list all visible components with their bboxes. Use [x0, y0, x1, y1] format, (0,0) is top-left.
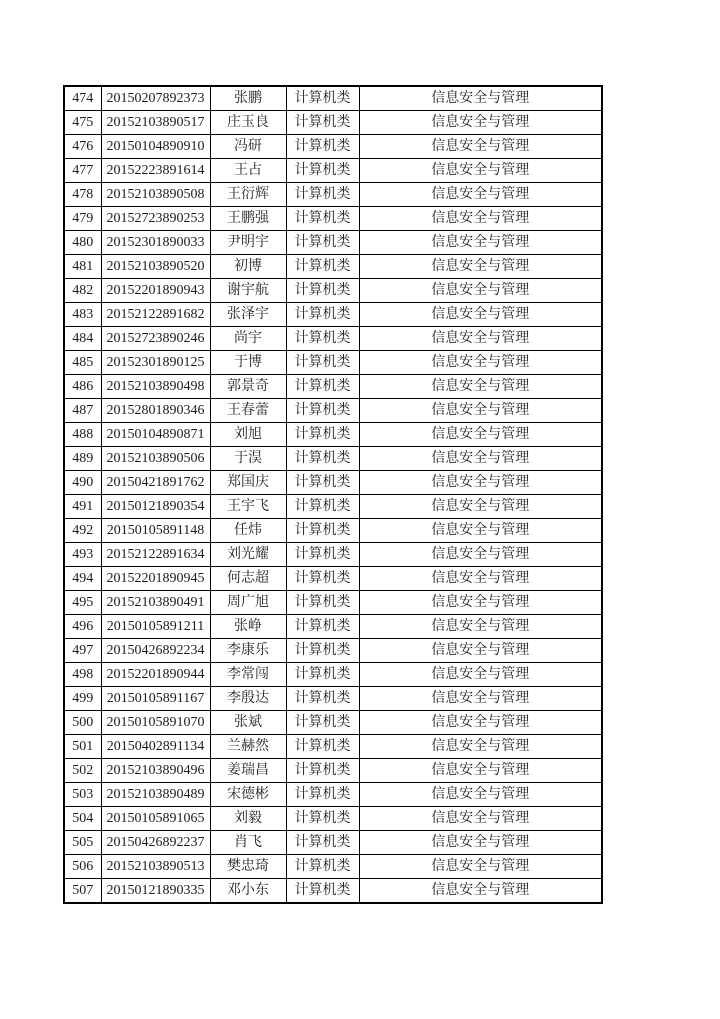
major-cell: 信息安全与管理	[359, 327, 602, 351]
major-cell: 信息安全与管理	[359, 255, 602, 279]
category-cell: 计算机类	[286, 711, 359, 735]
table-row	[64, 783, 602, 807]
category-cell: 计算机类	[286, 471, 359, 495]
major-cell: 信息安全与管理	[359, 207, 602, 231]
name-cell: 张鹏	[210, 86, 286, 111]
major-cell: 信息安全与管理	[359, 471, 602, 495]
exam-id-cell: 20150402891134	[101, 735, 210, 759]
serial-cell: 478	[64, 183, 101, 207]
exam-id-cell: 20150121890354	[101, 495, 210, 519]
major-cell: 信息安全与管理	[359, 351, 602, 375]
exam-id-cell: 20152122891634	[101, 543, 210, 567]
table-row	[64, 759, 602, 783]
category-cell: 计算机类	[286, 639, 359, 663]
serial-cell: 496	[64, 615, 101, 639]
category-cell: 计算机类	[286, 879, 359, 904]
table-row	[64, 303, 602, 327]
exam-id-cell: 20150426892234	[101, 639, 210, 663]
table-row	[64, 135, 602, 159]
serial-cell: 495	[64, 591, 101, 615]
exam-id-cell: 20150121890335	[101, 879, 210, 904]
table-row	[64, 231, 602, 255]
category-cell: 计算机类	[286, 519, 359, 543]
serial-cell: 497	[64, 639, 101, 663]
category-cell: 计算机类	[286, 351, 359, 375]
name-cell: 尚宇	[210, 327, 286, 351]
student-roster-table-wrap	[63, 85, 603, 904]
serial-cell: 479	[64, 207, 101, 231]
serial-cell: 482	[64, 279, 101, 303]
major-cell: 信息安全与管理	[359, 615, 602, 639]
name-cell: 张斌	[210, 711, 286, 735]
serial-cell: 489	[64, 447, 101, 471]
category-cell: 计算机类	[286, 495, 359, 519]
table-row	[64, 183, 602, 207]
table-row	[64, 543, 602, 567]
major-cell: 信息安全与管理	[359, 735, 602, 759]
major-cell: 信息安全与管理	[359, 231, 602, 255]
serial-cell: 475	[64, 111, 101, 135]
name-cell: 李康乐	[210, 639, 286, 663]
category-cell: 计算机类	[286, 375, 359, 399]
exam-id-cell: 20152723890253	[101, 207, 210, 231]
table-row	[64, 879, 602, 904]
exam-id-cell: 20152103890498	[101, 375, 210, 399]
serial-cell: 481	[64, 255, 101, 279]
name-cell: 于淏	[210, 447, 286, 471]
exam-id-cell: 20152201890943	[101, 279, 210, 303]
table-row	[64, 495, 602, 519]
table-row	[64, 711, 602, 735]
name-cell: 张泽宇	[210, 303, 286, 327]
category-cell: 计算机类	[286, 567, 359, 591]
major-cell: 信息安全与管理	[359, 495, 602, 519]
name-cell: 谢宇航	[210, 279, 286, 303]
table-row	[64, 519, 602, 543]
serial-cell: 491	[64, 495, 101, 519]
serial-cell: 487	[64, 399, 101, 423]
serial-cell: 498	[64, 663, 101, 687]
major-cell: 信息安全与管理	[359, 711, 602, 735]
name-cell: 刘毅	[210, 807, 286, 831]
exam-id-cell: 20150105891211	[101, 615, 210, 639]
serial-cell: 499	[64, 687, 101, 711]
exam-id-cell: 20150105891167	[101, 687, 210, 711]
major-cell: 信息安全与管理	[359, 279, 602, 303]
category-cell: 计算机类	[286, 543, 359, 567]
exam-id-cell: 20152723890246	[101, 327, 210, 351]
major-cell: 信息安全与管理	[359, 135, 602, 159]
major-cell: 信息安全与管理	[359, 423, 602, 447]
name-cell: 尹明宇	[210, 231, 286, 255]
serial-cell: 494	[64, 567, 101, 591]
name-cell: 樊忠琦	[210, 855, 286, 879]
category-cell: 计算机类	[286, 231, 359, 255]
serial-cell: 504	[64, 807, 101, 831]
exam-id-cell: 20152103890517	[101, 111, 210, 135]
exam-id-cell: 20152223891614	[101, 159, 210, 183]
table-row	[64, 615, 602, 639]
major-cell: 信息安全与管理	[359, 86, 602, 111]
exam-id-cell: 20152801890346	[101, 399, 210, 423]
category-cell: 计算机类	[286, 279, 359, 303]
name-cell: 张峥	[210, 615, 286, 639]
name-cell: 王占	[210, 159, 286, 183]
serial-cell: 484	[64, 327, 101, 351]
exam-id-cell: 20152103890491	[101, 591, 210, 615]
category-cell: 计算机类	[286, 399, 359, 423]
name-cell: 宋德彬	[210, 783, 286, 807]
exam-id-cell: 20152103890520	[101, 255, 210, 279]
major-cell: 信息安全与管理	[359, 783, 602, 807]
name-cell: 冯研	[210, 135, 286, 159]
major-cell: 信息安全与管理	[359, 375, 602, 399]
serial-cell: 485	[64, 351, 101, 375]
table-row	[64, 351, 602, 375]
table-row	[64, 591, 602, 615]
category-cell: 计算机类	[286, 759, 359, 783]
category-cell: 计算机类	[286, 687, 359, 711]
category-cell: 计算机类	[286, 423, 359, 447]
exam-id-cell: 20152103890513	[101, 855, 210, 879]
category-cell: 计算机类	[286, 111, 359, 135]
major-cell: 信息安全与管理	[359, 567, 602, 591]
name-cell: 兰赫然	[210, 735, 286, 759]
table-row	[64, 831, 602, 855]
major-cell: 信息安全与管理	[359, 759, 602, 783]
name-cell: 王衍辉	[210, 183, 286, 207]
table-row	[64, 471, 602, 495]
category-cell: 计算机类	[286, 135, 359, 159]
serial-cell: 507	[64, 879, 101, 904]
category-cell: 计算机类	[286, 663, 359, 687]
exam-id-cell: 20152201890944	[101, 663, 210, 687]
serial-cell: 474	[64, 86, 101, 111]
table-row	[64, 255, 602, 279]
name-cell: 郑国庆	[210, 471, 286, 495]
name-cell: 于博	[210, 351, 286, 375]
exam-id-cell: 20152301890033	[101, 231, 210, 255]
exam-id-cell: 20152103890506	[101, 447, 210, 471]
table-row	[64, 855, 602, 879]
table-row	[64, 327, 602, 351]
category-cell: 计算机类	[286, 831, 359, 855]
major-cell: 信息安全与管理	[359, 687, 602, 711]
name-cell: 王鹏强	[210, 207, 286, 231]
table-row	[64, 399, 602, 423]
table-row	[64, 159, 602, 183]
serial-cell: 500	[64, 711, 101, 735]
major-cell: 信息安全与管理	[359, 111, 602, 135]
name-cell: 姜瑞昌	[210, 759, 286, 783]
major-cell: 信息安全与管理	[359, 663, 602, 687]
exam-id-cell: 20150105891065	[101, 807, 210, 831]
exam-id-cell: 20150105891070	[101, 711, 210, 735]
serial-cell: 506	[64, 855, 101, 879]
student-roster-table-body	[64, 86, 602, 903]
student-roster-table	[63, 85, 603, 904]
table-row	[64, 423, 602, 447]
serial-cell: 488	[64, 423, 101, 447]
category-cell: 计算机类	[286, 159, 359, 183]
table-row	[64, 639, 602, 663]
exam-id-cell: 20152122891682	[101, 303, 210, 327]
name-cell: 任炜	[210, 519, 286, 543]
name-cell: 何志超	[210, 567, 286, 591]
table-row	[64, 807, 602, 831]
table-row	[64, 663, 602, 687]
major-cell: 信息安全与管理	[359, 399, 602, 423]
table-row	[64, 735, 602, 759]
major-cell: 信息安全与管理	[359, 831, 602, 855]
table-row	[64, 567, 602, 591]
name-cell: 李殷达	[210, 687, 286, 711]
name-cell: 刘光耀	[210, 543, 286, 567]
serial-cell: 492	[64, 519, 101, 543]
table-row	[64, 687, 602, 711]
name-cell: 初博	[210, 255, 286, 279]
serial-cell: 502	[64, 759, 101, 783]
major-cell: 信息安全与管理	[359, 807, 602, 831]
serial-cell: 501	[64, 735, 101, 759]
exam-id-cell: 20152103890496	[101, 759, 210, 783]
exam-id-cell: 20150207892373	[101, 86, 210, 111]
major-cell: 信息安全与管理	[359, 159, 602, 183]
category-cell: 计算机类	[286, 615, 359, 639]
major-cell: 信息安全与管理	[359, 183, 602, 207]
serial-cell: 486	[64, 375, 101, 399]
category-cell: 计算机类	[286, 183, 359, 207]
name-cell: 周广旭	[210, 591, 286, 615]
major-cell: 信息安全与管理	[359, 639, 602, 663]
major-cell: 信息安全与管理	[359, 303, 602, 327]
major-cell: 信息安全与管理	[359, 447, 602, 471]
category-cell: 计算机类	[286, 447, 359, 471]
major-cell: 信息安全与管理	[359, 591, 602, 615]
category-cell: 计算机类	[286, 783, 359, 807]
major-cell: 信息安全与管理	[359, 879, 602, 904]
serial-cell: 493	[64, 543, 101, 567]
name-cell: 郭景奇	[210, 375, 286, 399]
serial-cell: 476	[64, 135, 101, 159]
exam-id-cell: 20150104890871	[101, 423, 210, 447]
category-cell: 计算机类	[286, 855, 359, 879]
category-cell: 计算机类	[286, 327, 359, 351]
serial-cell: 503	[64, 783, 101, 807]
exam-id-cell: 20152201890945	[101, 567, 210, 591]
table-row	[64, 447, 602, 471]
name-cell: 肖飞	[210, 831, 286, 855]
category-cell: 计算机类	[286, 86, 359, 111]
major-cell: 信息安全与管理	[359, 543, 602, 567]
major-cell: 信息安全与管理	[359, 519, 602, 543]
category-cell: 计算机类	[286, 735, 359, 759]
category-cell: 计算机类	[286, 207, 359, 231]
name-cell: 李常闯	[210, 663, 286, 687]
category-cell: 计算机类	[286, 303, 359, 327]
category-cell: 计算机类	[286, 807, 359, 831]
exam-id-cell: 20150426892237	[101, 831, 210, 855]
exam-id-cell: 20152301890125	[101, 351, 210, 375]
category-cell: 计算机类	[286, 591, 359, 615]
serial-cell: 477	[64, 159, 101, 183]
serial-cell: 505	[64, 831, 101, 855]
table-row	[64, 207, 602, 231]
serial-cell: 490	[64, 471, 101, 495]
exam-id-cell: 20150104890910	[101, 135, 210, 159]
table-row	[64, 86, 602, 111]
serial-cell: 483	[64, 303, 101, 327]
name-cell: 刘旭	[210, 423, 286, 447]
table-row	[64, 279, 602, 303]
major-cell: 信息安全与管理	[359, 855, 602, 879]
serial-cell: 480	[64, 231, 101, 255]
exam-id-cell: 20150105891148	[101, 519, 210, 543]
name-cell: 庄玉良	[210, 111, 286, 135]
name-cell: 邓小东	[210, 879, 286, 904]
category-cell: 计算机类	[286, 255, 359, 279]
name-cell: 王春蕾	[210, 399, 286, 423]
exam-id-cell: 20152103890508	[101, 183, 210, 207]
table-row	[64, 111, 602, 135]
name-cell: 王宇飞	[210, 495, 286, 519]
exam-id-cell: 20152103890489	[101, 783, 210, 807]
exam-id-cell: 20150421891762	[101, 471, 210, 495]
table-row	[64, 375, 602, 399]
